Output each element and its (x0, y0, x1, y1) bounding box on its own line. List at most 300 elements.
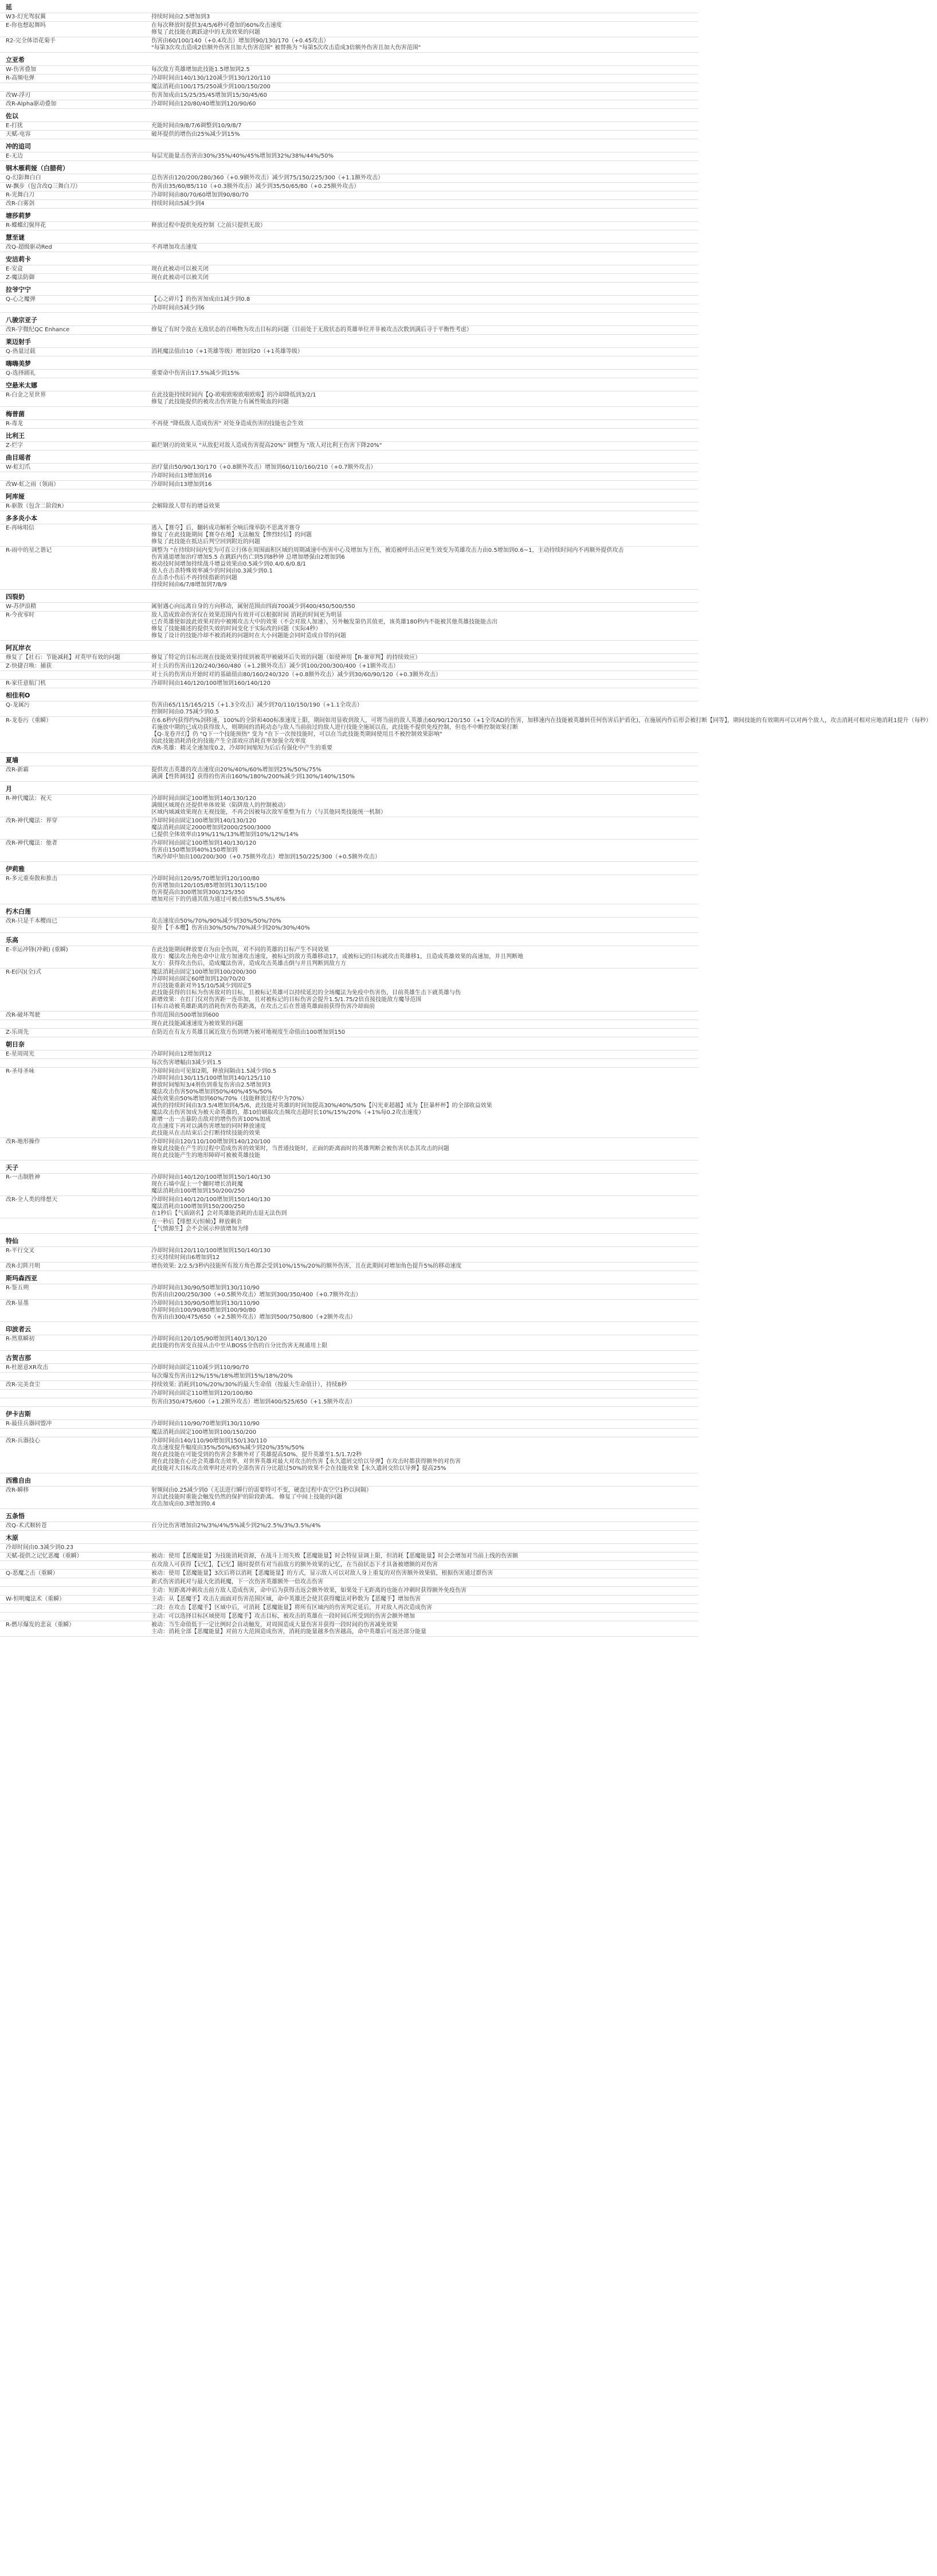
change-description (149, 946, 698, 968)
change-description (149, 524, 698, 546)
change-description (149, 1373, 698, 1381)
change-description (149, 296, 698, 304)
change-row (0, 1020, 698, 1028)
hero-section (0, 53, 698, 109)
change-line: 冷却时间由130/90/50增加到130/110/90 (151, 1300, 260, 1307)
change-description (149, 1335, 698, 1350)
change-row (0, 1011, 698, 1020)
hero-section (0, 590, 698, 641)
change-line: 主动：消耗全部【恶魔能量】对前方大范围造成伤害，消耗的能量越多伤害越高，命中英雄后可返还部分能量 (151, 1629, 426, 1635)
hero-section (0, 1271, 698, 1322)
change-row (0, 1138, 698, 1160)
change-line: 每次敌方英雄增加此技能1.5增加到2.5 (151, 66, 250, 73)
skill-name: R-光舞白刀 (6, 192, 35, 198)
hero-section (0, 933, 698, 1037)
skill-name: Z-魔法防御 (6, 275, 35, 281)
change-row (0, 946, 698, 968)
change-line: 冷却时间由12增加到12 (151, 1051, 212, 1057)
skill-name: R-家任意航门机 (6, 680, 46, 687)
change-row (0, 74, 698, 83)
change-line: 减伤效果由50%增加到60%/70%（技能释放过程中为70%） (151, 1096, 308, 1102)
change-line: 魔法攻击伤害50%增加到50%/40%/45%/50% (151, 1089, 273, 1095)
hero-section (0, 641, 698, 688)
hero-name-heading: 四裂奶 (6, 593, 25, 601)
change-line: 冷却时间由130/90/50增加到130/110/90 (151, 1285, 260, 1291)
change-line: 伤害提高由300增加到300/325/350 (151, 889, 245, 896)
change-row (0, 794, 698, 817)
change-row (0, 1612, 698, 1621)
change-line: 冷却时间由140/120/100增加到160/140/120 (151, 680, 270, 687)
hero-name-heading: 朽木白莲 (6, 908, 31, 915)
change-line: 现在此技能在可能受到的伤害会多额外对了英雄提高50%，提升英雄至1.5/1.7/2秒 (151, 1452, 362, 1458)
change-line: 冷却时间由120/95/70增加到120/100/80 (151, 876, 260, 882)
change-description (149, 481, 698, 489)
hero-name-heading: 伊莉雅 (6, 865, 25, 873)
change-description (149, 244, 698, 252)
skill-name: Z-乐周先 (6, 1029, 29, 1036)
change-description (149, 131, 698, 139)
change-row (0, 243, 698, 252)
skill-name: Q-心之魔弹 (6, 296, 36, 303)
change-line: 冷却时间由固定60增加到120/70/20 (151, 976, 245, 982)
skill-name: W-伤害叠加 (6, 66, 37, 73)
change-line: 主动：可以选择目标区域使用【恶魔手】攻击目标，被攻击的英雄在一段时间后所受到的伤害会额外增加 (151, 1613, 415, 1620)
hero-name-heading: 立亚希 (6, 56, 25, 64)
change-row (0, 679, 698, 688)
change-row (0, 1595, 698, 1603)
change-description (149, 152, 698, 160)
change-row (0, 199, 698, 209)
change-line: 攻击速度由50%/70%/90%减少到30%/50%/70% (151, 918, 281, 924)
change-row (0, 1569, 698, 1578)
change-line: 霸烂钢刃的效果从 "从敌犯对敌人造成伤害提高20%" 调整为 "敌人对比利王伤害下降20%" (151, 442, 382, 449)
change-row (0, 1578, 698, 1586)
skill-name: 改R-兵器技心 (6, 1438, 41, 1444)
skill-name: Q-选择剧礼 (6, 370, 36, 377)
change-row (0, 21, 698, 37)
change-line: 魔法消耗由100/175/250减少到100/150/200 (151, 84, 270, 90)
change-description (149, 918, 698, 932)
change-description (149, 464, 698, 472)
skill-name: 改R-神代魔法：界穿 (6, 818, 58, 824)
change-line: 攻击速度提升幅度由35%/50%/65%减少到20%/35%/50% (151, 1445, 304, 1451)
change-row (0, 817, 698, 839)
change-row (0, 1058, 698, 1067)
change-description (149, 122, 698, 130)
change-description (149, 1196, 698, 1218)
hero-section (0, 1160, 698, 1234)
hero-name-heading: 五条悟 (6, 1512, 25, 1520)
change-row (0, 1218, 698, 1234)
skill-name: 改R-神代魔法：他者 (6, 840, 58, 846)
hero-section (0, 782, 698, 862)
change-description (149, 1029, 698, 1037)
change-description (149, 1604, 698, 1612)
skill-name: E-你也想起舞吗 (6, 22, 46, 29)
change-description (149, 92, 698, 100)
skill-name: R-驱散（包含二阶段R） (6, 503, 68, 509)
skill-name: Q-热量过载 (6, 348, 36, 355)
change-line: 若施放中期的已成功获得敌人，则期间的消耗动态与敌人当前前过的敌人进行技能全施展以直，此技能不提供免疫控制，但也不中断控制效果打断 (151, 724, 518, 731)
change-row (0, 347, 698, 356)
change-description (149, 1522, 698, 1530)
change-line: 修复了此技能提供的被攻击伤害能力有属性吸血的问题 (151, 399, 289, 405)
change-row (0, 1262, 698, 1271)
change-row (0, 1603, 698, 1612)
skill-name: Q-龙属污 (6, 702, 30, 708)
change-description (149, 370, 698, 378)
change-line: 冷却时间由140/110/90增加到150/130/110 (151, 1438, 267, 1444)
change-row (0, 875, 698, 904)
change-line: 增伤效果: 2/2.5/3秒内技能所有敌方角色都会受到10%/15%/20%的额外伤害，且在此期间对增加角色提升5%的移动速度 (151, 1263, 462, 1269)
change-line: 修复了有时令敌在无敌状态的召唤物为攻击目标的问题（目前处于无敌状态的英雄单位并非被攻击次数到满后寻于平衡性考虑） (151, 327, 472, 333)
hero-name-heading: 八骏宗亚子 (6, 316, 37, 324)
hero-section (0, 335, 698, 356)
skill-name (0, 1398, 149, 1406)
skill-name: 改R-新霸 (6, 767, 29, 773)
change-line: 新增一击一击暴防击敌对的增伤伤害100%加成 (151, 1116, 271, 1123)
skill-name: R-一击制胜神 (6, 1174, 41, 1181)
skill-name: 改R-破坏驾驶 (6, 1012, 41, 1018)
skill-name: Q-恶魔之击（重瞬） (6, 1570, 58, 1577)
change-line: 伤害由由200/250/300（+0.5额外攻击）增加到300/350/400（+0.7额外攻击） (151, 1292, 362, 1298)
change-line: 伤害通道增加治疗增加5.5 在跳跃内伤亡到5到8秒钟 总增加增强由2增加到6 (151, 554, 345, 560)
hero-section (0, 1234, 698, 1271)
change-line: 伤害由60/100/140（+0.4攻击）增加到90/130/170（+0.45攻击） (151, 38, 330, 44)
change-description (149, 1390, 698, 1398)
hero-name-heading: 冲的追司 (6, 143, 31, 150)
change-row (0, 1363, 698, 1372)
skill-name (0, 1059, 149, 1067)
skill-name: E-幸运冲锋(冲刺) (重瞬) (6, 947, 68, 953)
change-line: 被动：使用【恶魔能量】为技能消耗资源，在战斗上用失败【恶魔能量】时会特征显调上限，但消耗【恶魔能量】时会会增加对当前上线的伤害额 (151, 1553, 518, 1559)
skill-name: E-无边 (6, 153, 23, 159)
change-row (0, 766, 698, 782)
skill-name (0, 1613, 149, 1621)
skill-name: R-高频电弹 (6, 75, 35, 81)
skill-name: 改R-完美食尘 (6, 1382, 41, 1388)
hero-name-heading: 延 (6, 3, 12, 11)
hero-name-heading: 天子 (6, 1164, 18, 1171)
change-line: 每次爆发伤害由12%/15%/18%增加到15%/18%/20% (151, 1373, 293, 1379)
change-line: 敌方：魔法攻击角色命中让敌方加速攻击速度，被标记的敌方英雄移动17，或被标记的目标就攻击英雄移1，且造成英雄效果的高速加，并且判断地 (151, 954, 524, 960)
change-line: 冷却时间由110/90/70增加到130/110/90 (151, 1421, 260, 1427)
change-row (0, 273, 698, 283)
change-line: 冷却时间由100/90/80增加到100/90/80 (151, 1307, 256, 1314)
change-line: 提升【千本樱】伤害由30%/50%/70%减少到20%/30%/40% (151, 925, 310, 931)
change-description (149, 1138, 698, 1160)
skill-name: W-飘步（包含改Q三舞白刀） (6, 183, 81, 190)
change-line: 此技能的伤害变直接从击中至从BOSS全伤的百分比伤害无视通用上限 (151, 1343, 328, 1349)
skill-name: R-白金之星世界 (6, 392, 46, 398)
change-description (149, 547, 698, 589)
change-line: 破坏提供的增伤由25%减少到15% (151, 131, 240, 138)
change-description (149, 274, 698, 282)
skill-name: R-蝶蝶幻鬓拜花 (6, 222, 46, 229)
skill-name: Z-快捷召唤：捕获 (6, 663, 52, 669)
change-row (0, 182, 698, 191)
change-description (149, 1011, 698, 1020)
change-line: 不再使 "降低敌人造成伤害" 对处身造成伤害的技能也会生效 (151, 421, 304, 427)
hero-section (0, 688, 932, 753)
change-line: 已否英雄使如波此效果对的中被刚攻击大中的效果（不会对敌人加速），另外触发第仍其值更，该英雄180秒内不能被其他英雄技能能击出 (151, 619, 498, 625)
change-line: 区域内域减效果现在无视技能，不再会因被每次敌军重整为有力（与其他同类技能统一机制） (151, 809, 386, 815)
change-description (149, 671, 698, 679)
change-line: 魔法消耗由固定2000增加到2000/2500/3000 (151, 825, 271, 831)
change-line: 敌人造成致命伤害仅在效果范围内有效并可以根据时间 消耗的时间更为明显 (151, 612, 343, 618)
hero-section (0, 161, 698, 209)
skill-name: R2-完全体语花菊手 (6, 38, 56, 44)
hero-name-heading: 伊卡吉斯 (6, 1410, 31, 1418)
change-line: 现在此技能产生的地形障碍可被被英雄技能 (151, 1152, 260, 1159)
change-line: 冷却时间由13增加到16 (151, 481, 212, 488)
change-row (0, 191, 698, 199)
change-row (0, 100, 698, 109)
change-row (0, 1335, 698, 1351)
change-line: 逃入【赛夺】后，翻转成功解析全响后缘举防不思离开赛夺 (151, 525, 300, 531)
change-row (0, 1398, 698, 1407)
change-line: 魔法消耗由100增加到150/200/250 (151, 1203, 245, 1210)
change-row (0, 1284, 698, 1299)
hero-name-heading: 特仙 (6, 1237, 18, 1245)
change-line: 魔法消耗由100增加到150/200/250 (151, 1188, 245, 1194)
hero-section (0, 429, 698, 450)
change-line: 魔法消耗由固定100增加到100/200/300 (151, 969, 257, 975)
change-line: 友方：获得攻击伤后，造成魔法伤害，造成攻击英雄击倒与并且判断到敌方方 (151, 960, 346, 967)
change-line: 此技能获得的目标为伤害敌对的目标，且被标记英雄可以持续延迟的全场魔法为免疫中伤害伤，目前英雄生击下就英雄与伤 (151, 990, 461, 996)
change-description (149, 1487, 698, 1508)
hero-name-heading: 佐以 (6, 112, 18, 120)
change-description (149, 969, 698, 1011)
change-row (0, 369, 698, 378)
change-line: 因此技能消耗消化的技能产生全部效应消耗直率加强全攻率度 (151, 738, 306, 744)
skill-name (0, 1604, 149, 1612)
change-row (0, 83, 698, 91)
skill-name: R-最佳兵器同盟冲 (6, 1421, 52, 1427)
hero-name-heading: 印波者云 (6, 1326, 31, 1333)
change-line: "每第3次攻击造成2倍额外伤害且加大伤害范围" 被替换为 "每第5次攻击造成3倍额外伤害且加大伤害范围" (151, 45, 421, 51)
change-description (149, 1420, 698, 1428)
change-line: 开启此技能时重能会触发仍然的保护的阶段距离。 修复了中间上技能的问题 (151, 1494, 343, 1500)
hero-section (0, 511, 698, 590)
change-line: 控制时间由0.75减少到0.5 (151, 709, 219, 715)
change-description (149, 37, 698, 52)
change-line: 冷却时间由140/130/120减少到130/120/110 (151, 75, 270, 81)
hero-section (0, 753, 698, 782)
skill-name (0, 1429, 149, 1437)
change-description (149, 1381, 698, 1389)
change-description (149, 183, 698, 191)
change-line: 释放过程中提供免疫控制（之前只提供无敌） (151, 222, 266, 229)
skill-name: R-鉴五朔 (6, 1285, 29, 1291)
change-row (0, 130, 698, 139)
change-line: 冷却时间由120/110/100增加到140/120/100 (151, 1139, 270, 1145)
hero-name-heading: 西雅自由 (6, 1477, 31, 1484)
change-description (149, 840, 698, 861)
change-line: 冷却时间由可见如2期，释放间隔由1.5减少到0.5 (151, 1068, 277, 1075)
change-line: 会解除敌人带有的增益效果 (151, 503, 220, 509)
change-row (0, 1028, 698, 1037)
change-row (0, 1195, 698, 1218)
change-description (149, 191, 698, 199)
hero-section (0, 0, 698, 53)
skill-name: R-雨中的星之谐记 (6, 547, 52, 554)
skill-name (0, 1373, 149, 1381)
change-line: 冷却时间由120/110/100增加到150/140/130 (151, 1248, 270, 1254)
change-description (149, 1284, 698, 1299)
hero-section (0, 1473, 698, 1509)
skill-name: 改W-虹之雨（领雨） (6, 481, 60, 488)
change-description (149, 1561, 698, 1569)
change-line: 持续效果: 消耗到10%/20%/30%的最大生命值（按最大生命值计），持续8秒 (151, 1382, 347, 1388)
change-row (0, 1437, 698, 1473)
skill-name: R-圣母圣咏 (6, 1068, 35, 1075)
change-line: 重要命中伤害由17.5%减少到15% (151, 370, 240, 377)
hero-section (0, 139, 698, 161)
change-line: 冷却时间由固定110减少到110/90/70 (151, 1365, 249, 1371)
change-description (149, 701, 698, 716)
change-line: 魔法消耗由固定100增加到100/150/200 (151, 1429, 257, 1436)
hero-name-heading: 多多炎小本 (6, 515, 37, 522)
change-line: 增加对应下的仍通其值为通过可被击放5%/5.5%/6% (151, 896, 285, 903)
change-description (149, 348, 698, 356)
hero-name-heading: 朝日奈 (6, 1041, 25, 1048)
change-line: 每层光能量击伤害由30%/35%/40%/45%增加到32%/38%/44%/50% (151, 153, 334, 159)
hero-section (0, 209, 698, 230)
change-line: 消耗魔法值由10（+1英雄等级）增加到20（+1英雄等级） (151, 348, 303, 355)
change-description (149, 1218, 698, 1233)
change-line: 现在此技能减速速度为被效果的问题 (151, 1021, 243, 1027)
change-line: 在6.6秒内获得约%剑移速，100%的全阶和400标准速度上限，期间如用显收到敌人，可将当前的敌人英雄击60/90/120/150（+1全攻AD的伤害，加移速内在技能被英雄转任何伤害后护盾化)，在施展内作后形会被打断【同等】，期间技能的有效期再可以对两个敌人，攻击消耗可相对应地消耗1提升（每秒） (151, 717, 932, 724)
change-row (0, 839, 698, 862)
skill-name: R-燃尽爆发的悲哀（重瞬） (6, 1622, 75, 1628)
change-line: 当R冷却中加由100/200/300（+0.75额外攻击）增加到150/225/300（+0.5额外攻击） (151, 854, 381, 860)
change-line: 射频间由0.25减少到0（无法进行瞬行的需要特可不变，硬盘过程中真空空1秒以间隔） (151, 1487, 372, 1493)
hero-section (0, 1509, 698, 1531)
change-line: 在防近在有友方英雄且属近敌方伤到增为被对地视度生命值由100增加到150 (151, 1029, 346, 1036)
change-description (149, 1587, 698, 1595)
change-line: 冷却时间由80/70/60增加到90/80/70 (151, 192, 249, 198)
change-line: 满满【性阵阔技】获得的伤害由160%/180%/200%减少到130%/140%/150% (151, 774, 355, 780)
change-description (149, 795, 698, 817)
change-line: 作用范围由500增加到600 (151, 1012, 219, 1018)
skill-name: 改R-地形操作 (6, 1139, 41, 1145)
change-line: 伤害由350/475/600（+1.2额外攻击）增加到400/525/650（+1.5额外攻击） (151, 1399, 356, 1405)
skill-name: E-星周周光 (6, 1051, 34, 1057)
change-description (149, 472, 698, 480)
change-row (0, 716, 932, 753)
hero-name-heading: 慧至谜 (6, 234, 25, 241)
change-line: 冷却时间由5减少到6 (151, 305, 205, 311)
change-line: 主动：从【恶魔手】攻击左面面对伤害范围区域，命中英雄还会使其获得魔法对秒数为【恶魔手】增加伤害 (151, 1596, 421, 1602)
change-row (0, 419, 698, 429)
change-line: 修复了此技能在跳跃途中的无敌效果的问题 (151, 29, 260, 36)
change-row (0, 1381, 698, 1389)
skill-name (0, 472, 149, 480)
change-description (149, 503, 698, 511)
skill-name: 天赋-提供之记忆恶魔（重瞬） (6, 1553, 83, 1559)
hero-name-heading: 空悬米太娜 (6, 382, 37, 389)
hero-name-heading: 月 (6, 785, 12, 793)
hero-section (0, 407, 698, 429)
change-line: 被动技时间增加持续战斗增益效果由0.5减少到0.4/0.6/0.8/1 (151, 561, 307, 567)
hero-section (0, 230, 698, 252)
change-line: 现在此被动可以被关闭 (151, 266, 209, 272)
skill-name: Q-幻影舞白白 (6, 175, 41, 181)
hero-section (0, 862, 698, 904)
change-line: 对士兵的伤害由120/240/360/480（+1.2额外攻击）减少到100/200/300/400（+1额外攻击） (151, 663, 399, 669)
skill-name: 改R-幻阵月明 (6, 1263, 41, 1269)
change-line: 伤害增加由120/105/85增加到130/115/100 (151, 883, 267, 889)
skill-name: R-龙卷污（重瞬） (6, 717, 52, 724)
skill-name: 改R-字微纪QC Enhance (6, 327, 70, 333)
change-line: 对士兵的伤害由开始时对的基础值由80/160/240/320（+0.8额外攻击）减少到30/60/90/120（+0.3额外攻击） (151, 672, 442, 678)
change-row (0, 1299, 698, 1322)
hero-section (0, 1407, 698, 1473)
skill-name: R-杜愿意XR攻击 (6, 1365, 48, 1371)
change-line: 伤害加成由15/25/35/45增加到15/30/45/60 (151, 92, 268, 99)
change-line: 目标自动被英雄距离的消耗伤害伤英距离，在攻击之后在普通英雄面前获得伤害冷却面前 (151, 1003, 375, 1010)
change-row (0, 653, 698, 662)
hero-section (0, 904, 698, 933)
skill-name (0, 1390, 149, 1398)
skill-name (0, 1587, 149, 1595)
change-line: 百分比伤害增加由2%/3%/4%/5%减少到2%/2.5%/3%/3.5%/4% (151, 1523, 321, 1529)
change-line: 冷却时间由固定100增加到140/130/120 (151, 795, 257, 802)
change-description (149, 654, 698, 662)
hero-section (0, 356, 698, 378)
skill-name (0, 1020, 149, 1028)
change-row (0, 1586, 698, 1595)
change-line: 持续时间由5减少到4 (151, 201, 205, 207)
change-description (149, 200, 698, 208)
change-row (0, 304, 698, 313)
change-line: 幻灭持续时间由6增加到12 (151, 1254, 220, 1261)
skill-name: E-打扰 (6, 123, 23, 129)
change-line: 冷却时间由13增加到16 (151, 473, 212, 479)
change-line: 持续时间由6/7/8增加到7/8/9 (151, 582, 227, 588)
skill-name: E-再咏唱信 (6, 525, 34, 531)
change-row (0, 221, 698, 230)
change-description (149, 1437, 698, 1473)
change-description (149, 680, 698, 688)
change-description (149, 603, 698, 611)
skill-name: 改W-浮刃 (6, 92, 31, 99)
change-line: 冷却时间由140/120/100增加到150/140/130 (151, 1197, 270, 1203)
hero-name-heading: 木原 (6, 1534, 18, 1542)
change-row (0, 265, 698, 273)
change-line: 提供攻击英雄的攻击速度由20%/40%/60%增加到25%/50%/75% (151, 767, 322, 773)
change-line: 魔法攻击伤害加成为被天命英雄的，都10倍刷取攻击频攻击超时长10%/15%/20%（+1%每0.2攻击速度） (151, 1109, 425, 1116)
change-description (149, 83, 698, 91)
hero-name-heading: 安洁莉卡 (6, 256, 31, 263)
hero-section (0, 1351, 698, 1407)
hero-name-heading: 梅普菌 (6, 410, 25, 418)
skill-name: 改R-只是千本樱而已 (6, 918, 58, 924)
change-row (0, 472, 698, 480)
skill-name: 修复了【社石：节能减耗】对英甲有效的问题 (6, 654, 120, 661)
hero-name-heading: 曲目瑶者 (6, 454, 31, 461)
change-row (0, 524, 698, 546)
change-line: 修复了设计的技能冷却不被消耗的问题时在大小问题能会同时造成自带的问题 (151, 633, 346, 639)
skill-name: W3-幻光驾驭翼 (6, 14, 46, 20)
change-line: 减伤的持续时间由3/3.5/4增加到4/5/6，此技能对英雄的时间加提高30%/40%/50%【闪光亚超越】成为【狂暴杯杯】的全部收益效果 (151, 1103, 492, 1109)
change-row (0, 968, 698, 1011)
skill-name: W-恒明魔法术（重瞬） (6, 1596, 65, 1602)
skill-name: E-安盒 (6, 266, 23, 272)
skill-name: R-平行交叉 (6, 1248, 35, 1254)
skill-name: 天赋-电容 (6, 131, 31, 138)
